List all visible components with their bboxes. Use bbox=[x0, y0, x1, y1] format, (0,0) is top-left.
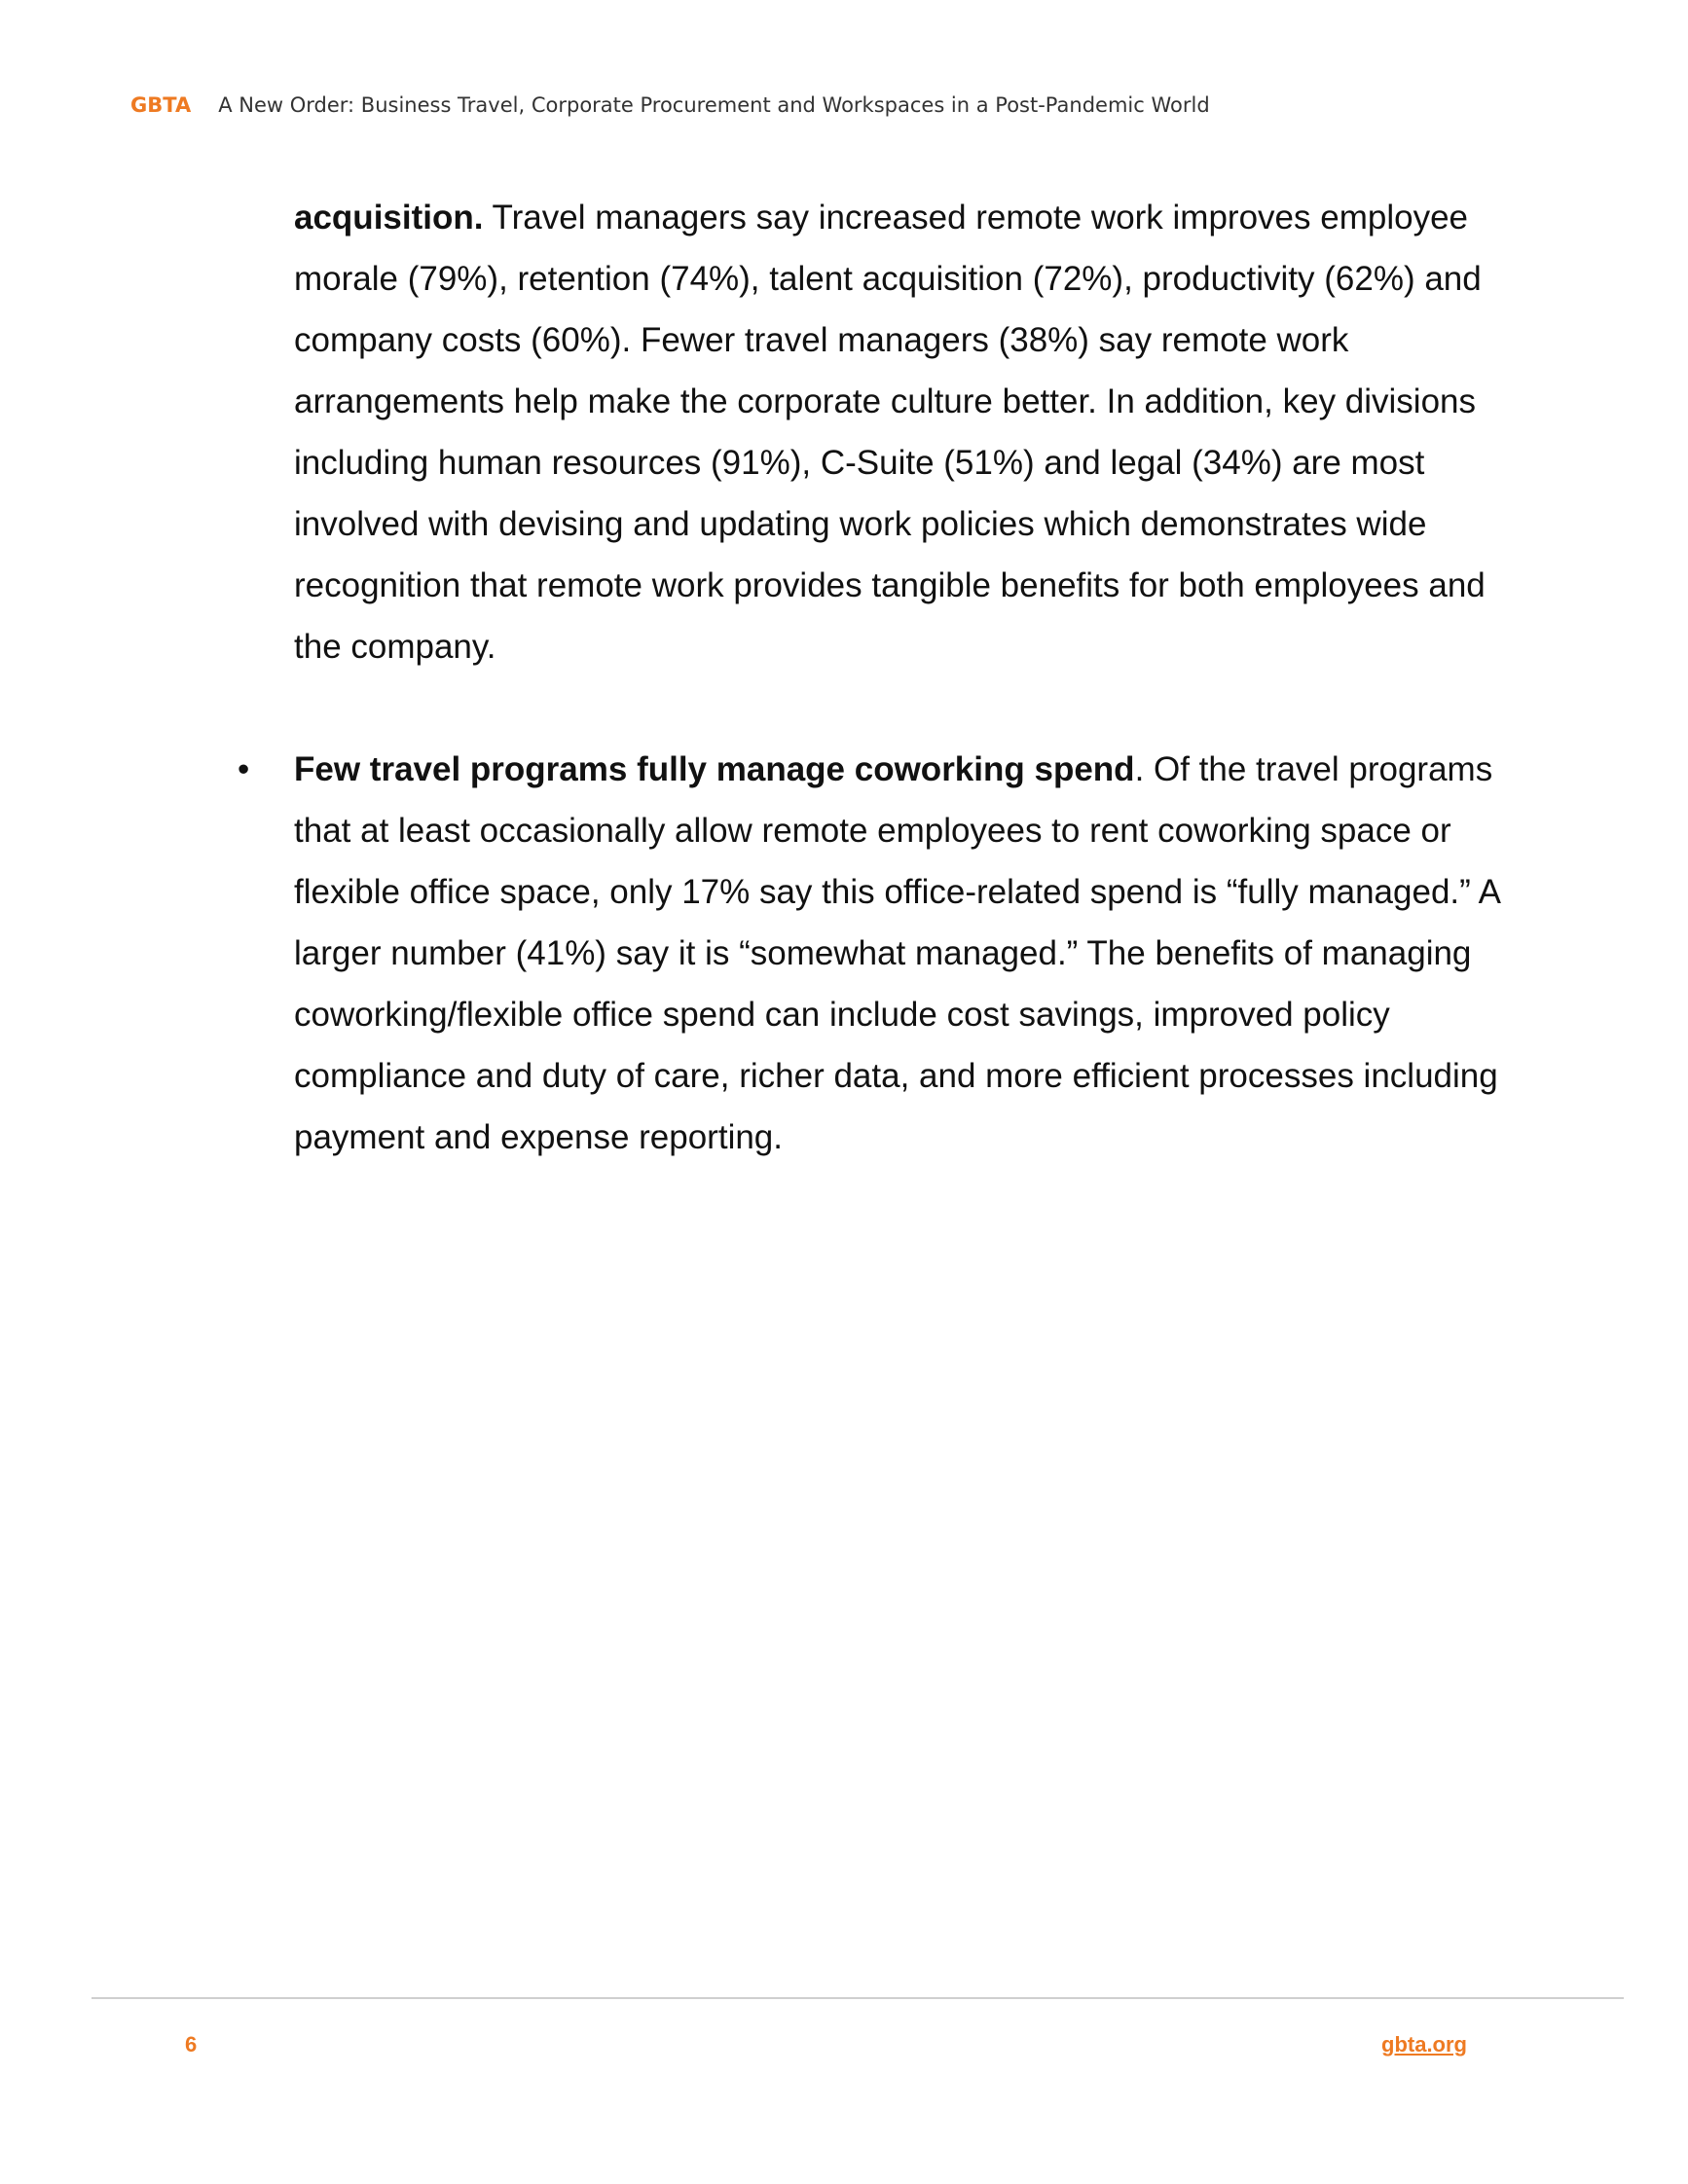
bullet-text: . Of the travel programs that at least occasionally allow remote employees to rent coworking space or flexible office space, only 17% say this office-related spend is “fully managed.” A larger number (41%) say it is “somewhat managed.” The benefits of managing coworking/flexible office spend can include cost savings, improved policy compliance and duty of care, richer data, and more efficient processes including payment and expense reporting. bbox=[294, 750, 1500, 1156]
bullet-paragraph bbox=[294, 739, 1501, 1168]
paragraph-acquisition bbox=[294, 187, 1501, 677]
bullet-dot-icon: • bbox=[238, 750, 250, 788]
body-content bbox=[238, 187, 1501, 1168]
page-number: 6 bbox=[185, 2032, 198, 2057]
bullet-item-coworking bbox=[238, 739, 1501, 1168]
footer-divider bbox=[92, 1997, 1624, 1999]
page-header bbox=[130, 93, 1571, 117]
brand-label: GBTA bbox=[130, 93, 192, 117]
paragraph-lead: acquisition. bbox=[294, 199, 484, 237]
bullet-lead: Few travel programs fully manage coworking spend bbox=[294, 750, 1135, 788]
document-title: A New Order: Business Travel, Corporate Procurement and Workspaces in a Post-Pandemic World bbox=[218, 93, 1210, 117]
paragraph-text: Travel managers say increased remote work improves employee morale (79%), retention (74%), talent acquisition (72%), productivity (62%) and company costs (60%). Fewer travel managers (38%) say remote work arrangements help make the corporate culture better. In addition, key divisions including human resources (91%), C-Suite (51%) and legal (34%) are most involved with devising and updating work policies which demonstrates wide recognition that remote work provides tangible benefits for both employees and the company. bbox=[294, 199, 1486, 666]
website-link[interactable]: gbta.org bbox=[1381, 2032, 1467, 2057]
